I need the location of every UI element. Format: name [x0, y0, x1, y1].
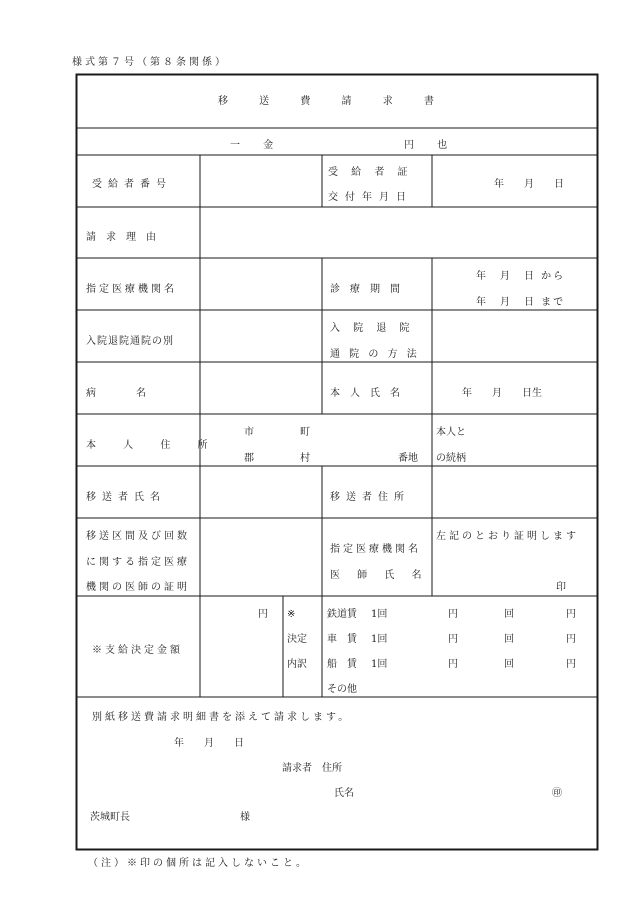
period-from: 年 月 日 から	[476, 271, 566, 282]
claimant-address-label: 請求者 住所	[282, 763, 342, 774]
certify-text: 左記のとおり証明します	[436, 531, 579, 542]
ship-yen-2: 円	[566, 659, 576, 670]
ship-yen-1: 円	[448, 659, 458, 670]
label-relation-2: の続柄	[436, 453, 466, 464]
address-city: 市	[244, 427, 254, 438]
label-method-2: 通 院 の 方 法	[330, 349, 420, 360]
label-cert-2: に関する指定医療	[86, 557, 190, 568]
seal-mark: ㊞	[552, 788, 562, 799]
label-transporter-name: 移送者氏名	[86, 492, 166, 503]
footer-date: 年 月 日	[174, 738, 244, 749]
certificate-date: 年 月 日	[494, 179, 564, 190]
label-ship: 船 賃	[327, 659, 357, 670]
label-disease: 病 名	[86, 388, 146, 399]
address-lot: 番地	[398, 453, 418, 464]
label-decision: 決定	[287, 634, 307, 645]
label-address: 本 人 住 所	[86, 440, 220, 451]
label-claim-reason: 請求理由	[86, 232, 166, 243]
ship-count: 回	[504, 659, 514, 670]
address-county: 郡	[244, 453, 254, 464]
car-yen-1: 円	[448, 634, 458, 645]
label-car: 車 賃	[327, 634, 357, 645]
seal-label: 印	[556, 582, 566, 593]
amount-suffix: 円 也	[404, 140, 458, 151]
label-breakdown: 内訳	[287, 659, 307, 670]
car-count: 回	[504, 634, 514, 645]
addressee: 茨城町長	[90, 812, 130, 823]
page-title: 移 送 費 請 求 書	[218, 96, 448, 107]
label-cert-3: 機関の医師の証明	[86, 582, 190, 593]
form-number: 様式第７号（第８条関係）	[72, 57, 228, 68]
label-treatment-period: 診療期間	[330, 284, 410, 295]
car-once: 1回	[371, 634, 388, 645]
car-yen-2: 円	[566, 634, 576, 645]
label-payment-amount: ※支給決定金額	[92, 645, 183, 656]
label-certificate-2: 交付年月日	[328, 192, 413, 203]
label-transporter-address: 移送者住所	[330, 492, 410, 503]
footnote: （注）※印の個所は記入しないこと。	[88, 858, 309, 869]
ship-once: 1回	[371, 659, 388, 670]
payment-yen: 円	[258, 609, 268, 620]
honorific: 様	[240, 812, 250, 823]
address-village: 村	[300, 453, 310, 464]
label-doctor-name: 医 師 氏 名	[330, 570, 429, 581]
label-medical-institution: 指定医療機関名	[86, 284, 177, 295]
period-to: 年 月 日 まで	[476, 297, 566, 308]
birthdate: 年 月 日生	[462, 388, 542, 399]
rail-once: 1回	[371, 609, 388, 620]
label-admission-type: 入院退院通院の別	[86, 336, 174, 347]
claimant-name-label: 氏名	[334, 788, 354, 799]
label-method-1: 入 院 退 院	[330, 323, 415, 334]
attach-text: 別紙移送費請求明細書を添えて請求します。	[92, 712, 352, 723]
label-other: その他	[327, 684, 357, 695]
rail-yen-2: 円	[566, 609, 576, 620]
address-town: 町	[300, 427, 310, 438]
note-mark: ※	[287, 609, 296, 620]
label-certificate-1: 受 給 者 証	[328, 167, 413, 178]
rail-yen-1: 円	[448, 609, 458, 620]
label-cert-1: 移送区間及び回数	[86, 531, 190, 542]
label-recipient-number: 受給者番号	[92, 179, 172, 190]
label-person-name: 本人氏名	[330, 388, 410, 399]
rail-count: 回	[504, 609, 514, 620]
amount-prefix: 一 金	[230, 140, 284, 151]
label-rail: 鉄道賃	[327, 609, 357, 620]
label-relation-1: 本人と	[436, 427, 466, 438]
label-institution-name: 指定医療機関名	[330, 544, 421, 555]
